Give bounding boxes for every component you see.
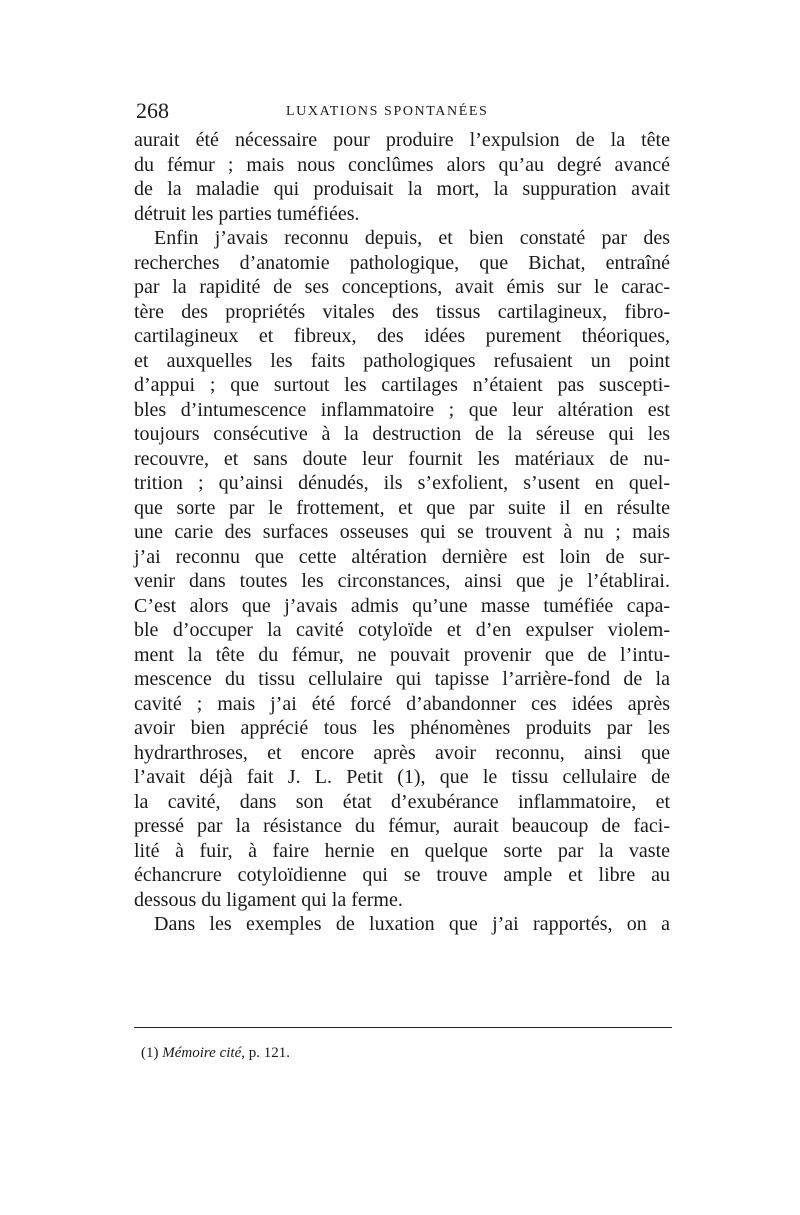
text-line: ment la tête du fémur, ne pouvait provenir que de l’intu- xyxy=(134,643,670,666)
text-line: que sorte par le frottement, et que par suite il en résulte xyxy=(134,496,670,519)
text-line: et auxquelles les faits pathologiques refusaient un point xyxy=(134,349,670,372)
text-line: pressé par la résistance du fémur, aurait beaucoup de faci- xyxy=(134,815,670,837)
page-number: 268 xyxy=(136,98,169,123)
text-line: recouvre, et sans doute leur fournit les matériaux de nu- xyxy=(134,447,670,470)
text-line: par la rapidité de ses conceptions, avait émis sur le carac- xyxy=(134,276,670,298)
text-line: d’appui ; que surtout les cartilages n’étaient pas suscepti- xyxy=(134,374,670,396)
footnote-rule xyxy=(134,1027,672,1028)
body-text xyxy=(134,128,670,937)
text-line: C’est alors que j’avais admis qu’une masse tuméfiée capa- xyxy=(134,594,670,617)
text-line: bles d’intumescence inflammatoire ; que leur altération est xyxy=(134,398,670,421)
text-line: venir dans toutes les circonstances, ainsi que je l’établirai. xyxy=(134,570,670,592)
running-head xyxy=(136,98,672,126)
text-line: de la maladie qui produisait la mort, la suppuration avait xyxy=(134,178,670,200)
text-line: l’avait déjà fait J. L. Petit (1), que le tissu cellulaire de xyxy=(134,766,670,788)
text-line: Dans les exemples de luxation que j’ai rapportés, on a xyxy=(154,913,670,935)
footnote-marker: (1) xyxy=(141,1045,159,1061)
text-line: une carie des surfaces osseuses qui se trouvent à nu ; mais xyxy=(134,521,670,543)
footnote-reference: , p. 121. xyxy=(241,1045,290,1061)
text-line: lité à fuir, à faire hernie en quelque sorte par la vaste xyxy=(134,839,670,862)
text-line: ble d’occuper la cavité cotyloïde et d’en expulser violem- xyxy=(134,619,670,641)
text-line: du fémur ; mais nous conclûmes alors qu’au degré avancé xyxy=(134,153,670,176)
text-line: recherches d’anatomie pathologique, que Bichat, entraîné xyxy=(134,251,670,274)
footnote xyxy=(141,1043,290,1063)
running-title: LUXATIONS SPONTANÉES xyxy=(286,104,489,119)
footnote-title: Mémoire cité xyxy=(162,1045,242,1061)
text-line: échancrure cotyloïdienne qui se trouve ample et libre au xyxy=(134,864,670,886)
text-line: hydrarthroses, et encore après avoir reconnu, ainsi que xyxy=(134,741,670,764)
text-line: toujours consécutive à la destruction de la séreuse qui les xyxy=(134,423,670,445)
text-line: détruit les parties tuméfiées. xyxy=(134,202,360,225)
text-line: la cavité, dans son état d’exubérance inflammatoire, et xyxy=(134,790,670,813)
text-line: cavité ; mais j’ai été forcé d’abandonner ces idées après xyxy=(134,692,670,715)
text-line: j’ai reconnu que cette altération dernière est loin de sur- xyxy=(134,545,670,568)
text-line: cartilagineux et fibreux, des idées purement théoriques, xyxy=(134,325,670,347)
text-line: aurait été nécessaire pour produire l’expulsion de la tête xyxy=(134,129,670,151)
text-line: Enfin j’avais reconnu depuis, et bien constaté par des xyxy=(154,227,670,249)
text-line: mescence du tissu cellulaire qui tapisse l’arrière-fond de la xyxy=(134,668,670,690)
text-line: dessous du ligament qui la ferme. xyxy=(134,888,403,911)
text-line: trition ; qu’ainsi dénudés, ils s’exfolient, s’usent en quel- xyxy=(134,472,670,494)
text-line: tère des propriétés vitales des tissus cartilagineux, fibro- xyxy=(134,300,670,323)
text-line: avoir bien apprécié tous les phénomènes produits par les xyxy=(134,717,670,739)
